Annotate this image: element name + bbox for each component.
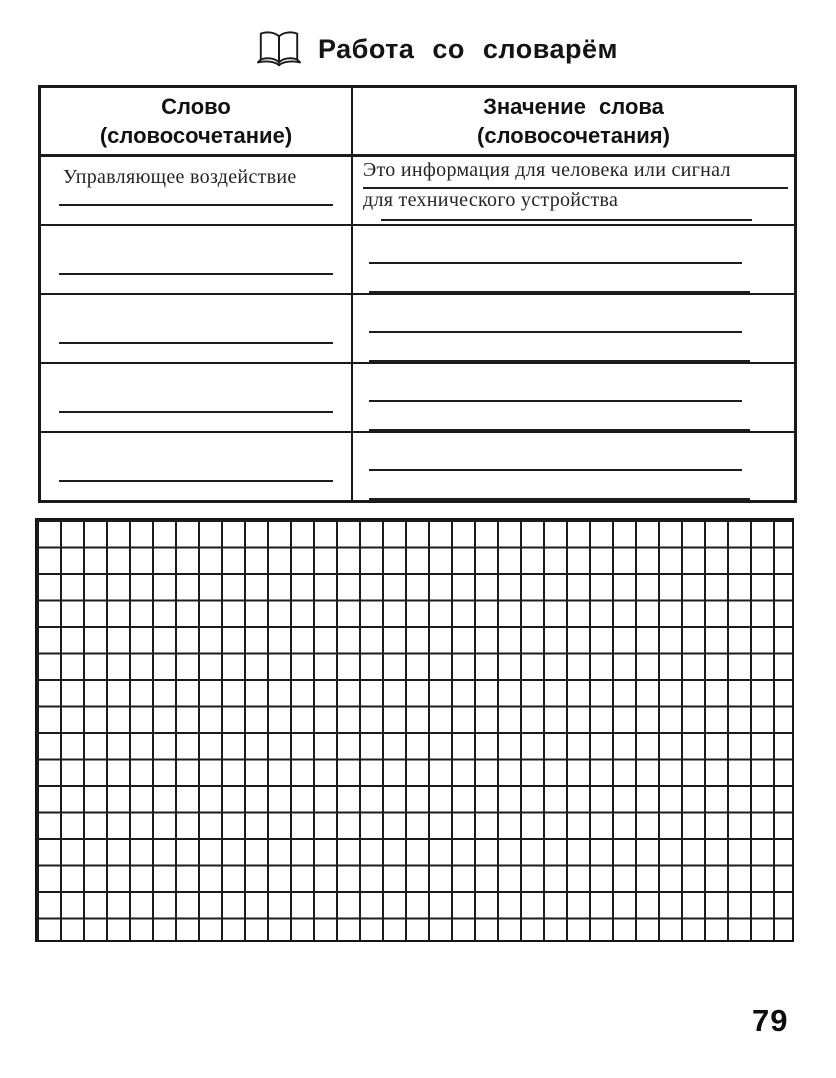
write-line <box>59 204 333 206</box>
write-line <box>381 219 752 221</box>
write-line <box>369 429 750 431</box>
table-row <box>41 226 794 295</box>
word-cell <box>41 295 353 362</box>
header-word-line2: (словосочетание) <box>99 123 293 149</box>
dictionary-table <box>38 85 797 503</box>
write-line <box>369 262 742 264</box>
header-word-line1: Слово <box>161 94 231 120</box>
write-line <box>59 480 333 482</box>
page-number: 79 <box>752 1003 789 1038</box>
write-line <box>369 291 750 293</box>
meaning-text-line1: Это информация для человека или сигнал <box>363 159 788 189</box>
word-cell <box>41 157 353 224</box>
page-title: Работа со словарём <box>318 33 618 64</box>
header-word-column <box>41 88 353 154</box>
table-header-row <box>41 88 794 157</box>
word-cell <box>41 226 353 293</box>
meaning-cell <box>353 295 794 362</box>
table-row <box>41 433 794 500</box>
header-meaning-line2: (словосочетания) <box>477 123 670 149</box>
meaning-cell <box>353 433 794 500</box>
write-line <box>369 469 742 471</box>
meaning-cell <box>353 364 794 431</box>
write-line <box>369 400 742 402</box>
header-meaning-column <box>353 88 794 154</box>
word-text: Управляющее воздействие <box>63 166 297 189</box>
write-line <box>369 498 750 500</box>
meaning-text-line2: для технического устройства <box>363 189 619 212</box>
write-line <box>369 331 742 333</box>
meaning-cell <box>353 157 794 224</box>
meaning-cell <box>353 226 794 293</box>
write-line <box>59 342 333 344</box>
table-row <box>41 364 794 433</box>
squared-paper-grid <box>35 518 794 942</box>
table-row <box>41 295 794 364</box>
write-line <box>369 360 750 362</box>
write-line <box>59 273 333 275</box>
table-row <box>41 157 794 226</box>
write-line <box>59 411 333 413</box>
word-cell <box>41 364 353 431</box>
header-meaning-line1: Значение слова <box>483 94 664 120</box>
open-book-icon <box>256 28 302 70</box>
word-cell <box>41 433 353 500</box>
section-header <box>256 28 618 70</box>
